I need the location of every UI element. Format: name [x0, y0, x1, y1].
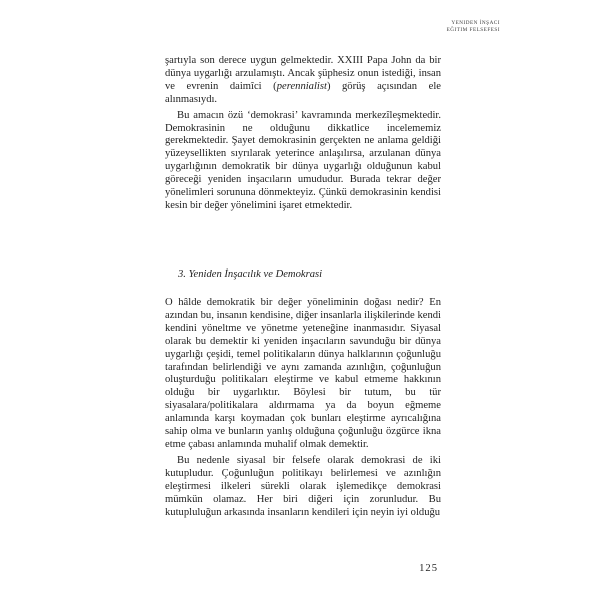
italic-term: perennialist — [276, 80, 327, 92]
running-header — [447, 20, 500, 34]
paragraph-continuation — [165, 55, 441, 107]
running-header-line-1: YENIDEN İNŞACI — [451, 20, 500, 26]
paragraph: Bu amacın özü ‘demokrasi’ kavramında merkezîleşmektedir. Demokrasinin ne olduğunu dikkatlice incelememiz gerekmektedir. Şayet demokrasinin gerçekten ne anlama geldiği yüzeysellikten sıyrılarak yeterince anlaşılırsa, arzulanan dünya uygarlığının demokratik bir dünya uygarlığı olduğunun kabul göreceği yeniden inşacıların umududur. Burada tekrar değer yönelimleri sorununa dönmekteyiz. Çünkü demokrasinin kendisi kesin bir değer yönelimini işaret etmektedir. — [165, 109, 441, 211]
section-heading: 3. Yeniden İnşacılık ve Demokrasi — [178, 269, 323, 280]
page-number: 125 — [419, 563, 438, 574]
top-text-block — [165, 55, 441, 213]
running-header-line-2: EĞITIM FELSEFESI — [446, 27, 500, 33]
paragraph: Bu nedenle siyasal bir felsefe olarak demokrasi de iki kutupludur. Çoğunluğun politikayı belirlemesi ve azınlığın eleştirmesi ilkeleri sürekli olarak işlemedikçe demokrasi mümkün olamaz. Her biri diğeri için zorunludur. Bu kutupluluğun arkasında insanların kendileri için neyin iyi olduğu — [165, 454, 441, 518]
bottom-text-block — [165, 297, 441, 519]
paragraph: O hâlde demokratik bir değer yöneliminin doğası nedir? En azından bu, insanın kendisine, diğer insanlarla ilişkilerinde kendi kendini yöneltme ve yönetme yeteneğine inanmasıdır. Siyasal olarak bu demektir ki yeniden inşacıların savunduğu bir dünya uygarlığı çeşidi, temel politikaların dünya halklarının çoğunluğu tarafından belirlendiği ve aynı zamanda azınlığın, çoğunluğun oluşturduğu politikaları eleştirme ve kabul etmeme hakkının olduğu bir uygarlıktır. Böylesi bir tutum, bu tür siyasalara/politikalara aldırmama ya da boyun eğmeme anlamında karşı koymadan çok bunları eleştirme ayrıcalığına sahip olma ve bunların yanlış olduğuna çoğunluğu özgürce ikna etme çabası anlamında muhalif olmak demektir. — [165, 297, 441, 450]
paragraph-text: şartıyla son derece uygun gelmektedir. XXIII Papa John da bir dünya uygarlığı arzulamıştı. Ancak şüphesiz onun istediği, insan ve evrenin daimîci ( — [165, 55, 441, 92]
paragraph-text: ) görüş açısından ele alınmasıydı. — [165, 80, 442, 105]
